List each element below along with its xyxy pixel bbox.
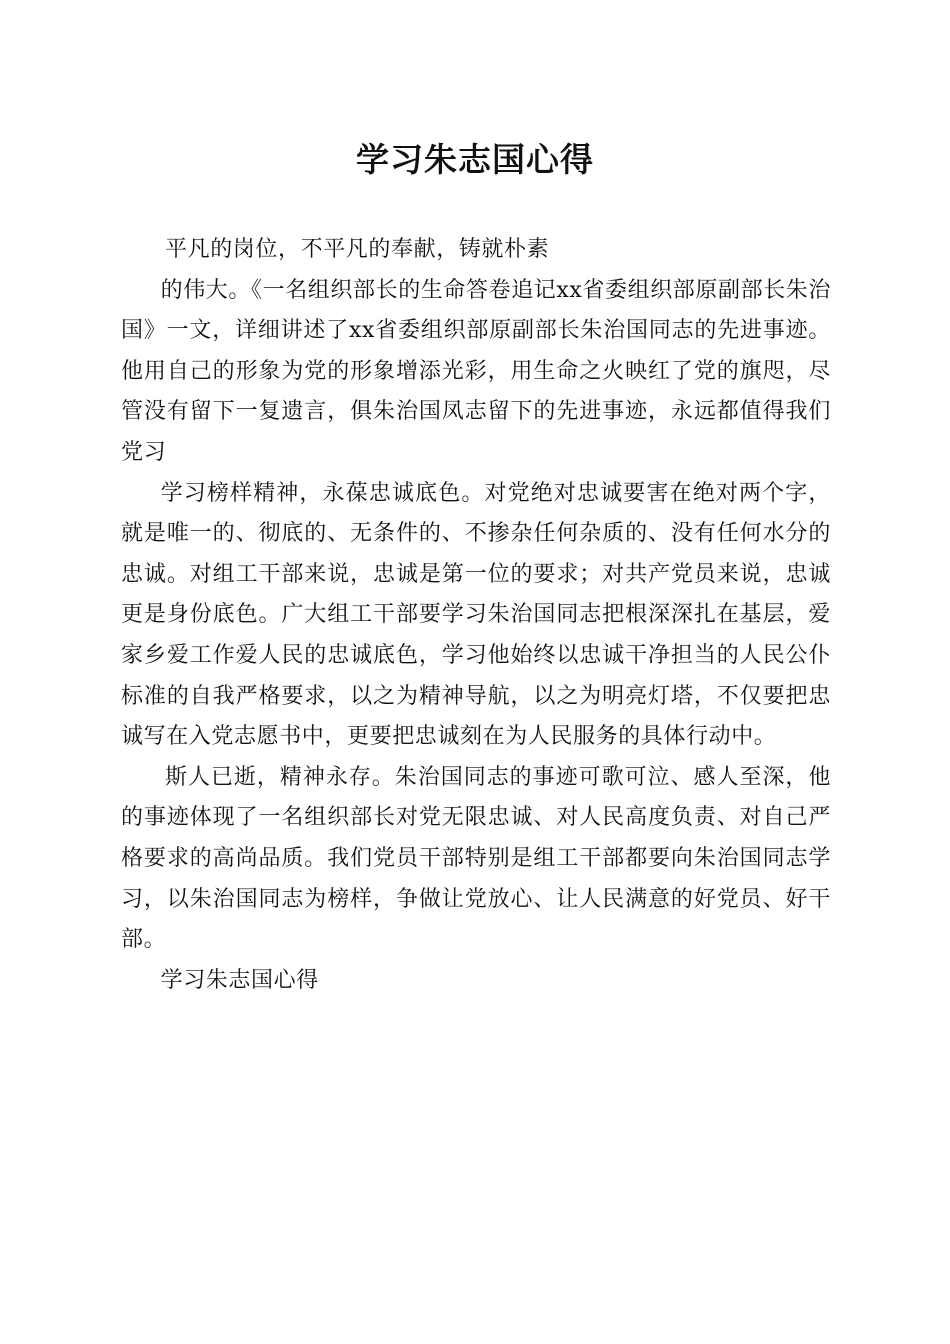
- paragraph-spirit: 斯人已逝，精神永存。朱治国同志的事迹可歌可泣、感人至深，他的事迹体现了一名组织部长对党无限忠诚、对人民高度负责、对自己严格要求的高尚品质。我们党员干部特别是组工干部都要向朱治国同志学习，以朱治国同志为榜样，争做让党放心、让人民满意的好党员、好干部。: [121, 764, 831, 953]
- paragraph-opening-line: 平凡的岗位，不平凡的奉献，铸就朴素: [165, 237, 550, 262]
- paragraph-closing-title: 学习朱志国心得: [160, 967, 319, 993]
- document-body: [121, 230, 831, 1001]
- document-title: 学习朱志国心得: [356, 140, 594, 179]
- paragraph-loyalty: 学习榜样精神，永葆忠诚底色。对党绝对忠诚要害在绝对两个字，就是唯一的、彻底的、无条件的、不掺杂任何杂质的、没有任何水分的忠诚。对组工干部来说，忠诚是第一位的要求；对共产党员来说，忠诚更是身份底色。广大组工干部要学习朱治国同志把根深深扎在基层，爱家乡爱工作爱人民的忠诚底色，学习他始终以忠诚干净担当的人民公仆标准的自我严格要求，以之为精神导航，以之为明亮灯塔，不仅要把忠诚写在入党志愿书中，更要把忠诚刻在为人民服务的具体行动中。: [121, 480, 831, 750]
- paragraph-introduction: 的伟大。《一名组织部长的生命答卷追记xx省委组织部原副部长朱治国》一文，详细讲述了xx省委组织部原副部长朱治国同志的先进事迹。他用自己的形象为党的形象增添光彩，用生命之火映红了党的旗咫，尽管没有留下一复遗言，俱朱治国凤志留下的先进事迹，永远都值得我们党习: [121, 277, 832, 465]
